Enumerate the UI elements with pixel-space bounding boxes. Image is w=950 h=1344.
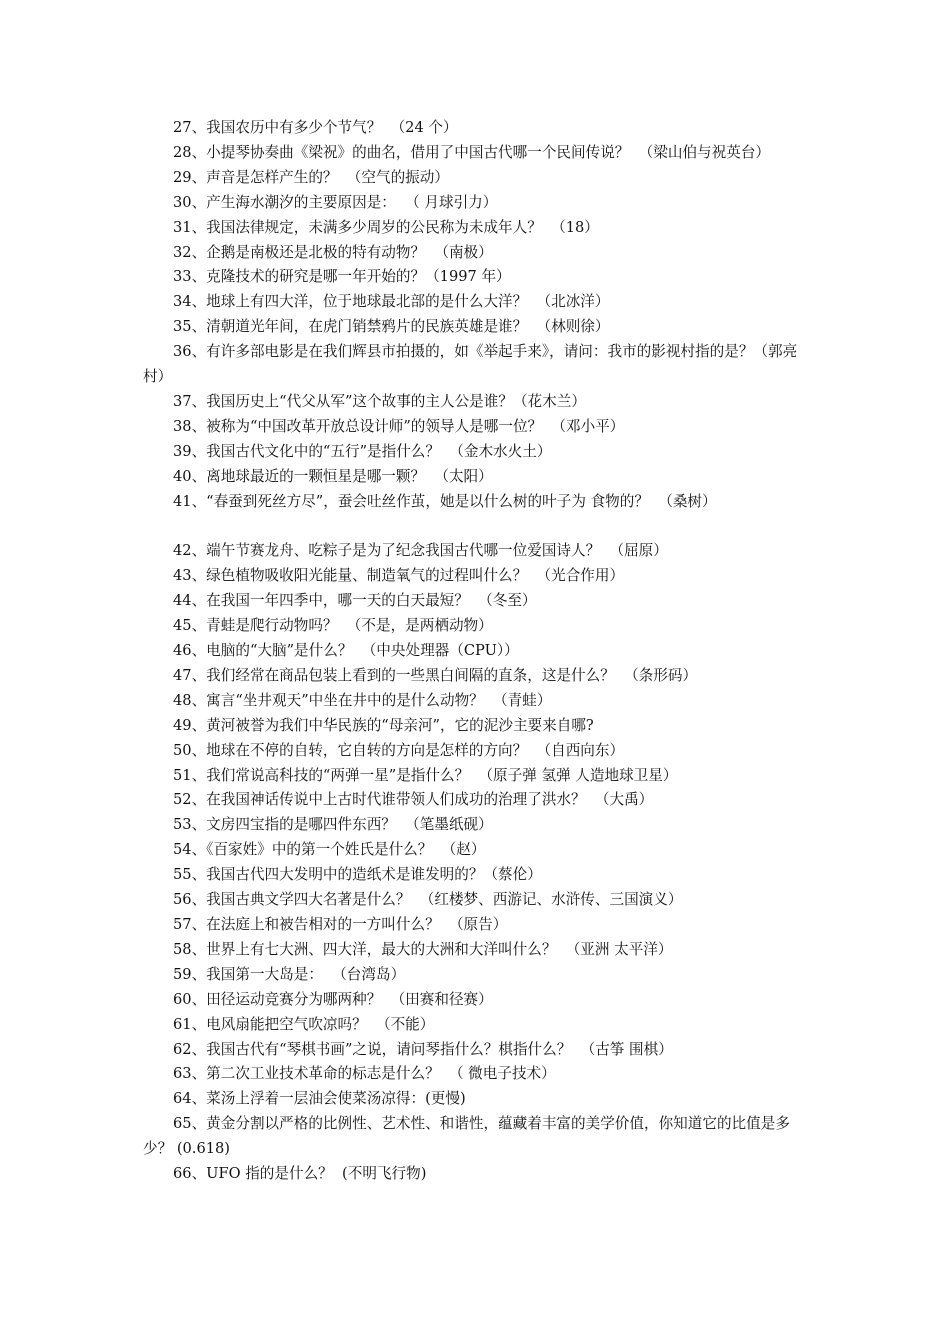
list-item: 51、我们常说高科技的“两弹一星”是指什么？ （原子弹 氢弹 人造地球卫星） [173,766,678,784]
list-item: 66、UFO 指的是什么？ (不明飞行物) [173,1165,427,1183]
list-item: 46、电脑的“大脑”是什么？ （中央处理器（CPU）） [173,642,519,660]
list-item: 57、在法庭上和被告相对的一方叫什么？ （原告） [173,915,508,933]
list-item: 43、绿色植物吸收阳光能量、制造氧气的过程叫什么？ （光合作用） [173,567,625,585]
list-item: 33、克隆技术的研究是哪一年开始的？（1997 年） [173,268,511,286]
list-item: 56、我国古典文学四大名著是什么？ （红楼梦、西游记、水浒传、三国演义） [173,891,683,909]
list-item: 48、寓言“坐井观天”中坐在井中的是什么动物？ （青蛙） [173,691,552,709]
list-item: 32、企鹅是南极还是北极的特有动物？ （南极） [173,243,493,261]
list-item: 53、文房四宝指的是哪四件东西？ （笔墨纸砚） [173,816,493,834]
list-item: 58、世界上有七大洲、四大洋，最大的大洲和大洋叫什么？ （亚洲 太平洋） [173,940,673,958]
list-item: 30、产生海水潮汐的主要原因是： （ 月球引力） [173,193,498,211]
list-item: 62、我国古代有“琴棋书画”之说，请问琴指什么？棋指什么？ （古筝 围棋） [173,1040,673,1058]
list-item: 60、田径运动竞赛分为哪两种？ （田赛和径赛） [173,990,493,1008]
list-item: 31、我国法律规定，未满多少周岁的公民称为未成年人？ （18） [173,218,599,236]
list-item: 39、我国古代文化中的“五行”是指什么？ （金木水火土） [173,442,552,460]
list-item: 64、菜汤上浮着一层油会使菜汤凉得：(更慢) [173,1090,466,1108]
list-item: 41、“春蚕到死丝方尽”，蚕会吐丝作茧，她是以什么树的叶子为 食物的？ （桑树） [173,492,717,510]
list-item: 61、电风扇能把空气吹凉吗？ （不能） [173,1015,435,1033]
list-item: 65、黄金分割以严格的比例性、艺术性、和谐性，蕴藏着丰富的美学价值，你知道它的比值是多少？ (0.618) [143,1115,790,1158]
list-item: 34、地球上有四大洋，位于地球最北部的是什么大洋？ （北冰洋） [173,293,610,311]
list-item: 42、端午节赛龙舟、吃粽子是为了纪念我国古代哪一位爱国诗人？ （屈原） [173,542,668,560]
list-item: 55、我国古代四大发明中的造纸术是谁发明的？（蔡伦） [173,866,542,884]
list-item: 49、黄河被誉为我们中华民族的“母亲河”，它的泥沙主要来自哪? [173,716,594,734]
list-item: 28、小提琴协奏曲《梁祝》的曲名，借用了中国古代哪一个民间传说？ （梁山伯与祝英台） [173,143,771,161]
document-body [143,116,815,1187]
list-item: 29、声音是怎样产生的？ （空气的振动） [173,168,449,186]
blank-line [143,515,815,540]
list-item: 37、我国历史上“代父从军”这个故事的主人公是谁？（花木兰） [173,392,586,410]
list-item: 27、我国农历中有多少个节气？ （24 个） [173,119,458,136]
list-item: 54、《百家姓》中的第一个姓氏是什么？ （赵） [173,841,486,859]
list-item: 35、清朝道光年间，在虎门销禁鸦片的民族英雄是谁？ （林则徐） [173,318,610,336]
list-item: 52、在我国神话传说中上古时代谁带领人们成功的治理了洪水？ （大禹） [173,791,654,809]
list-item: 36、有许多部电影是在我们辉县市拍摄的，如《举起手来》，请问：我市的影视村指的是？（郭亮村） [143,343,798,386]
list-item: 47、我们经常在商品包装上看到的一些黑白间隔的直条，这是什么？ （条形码） [173,666,698,684]
list-item: 40、离地球最近的一颗恒星是哪一颗？ （太阳） [173,467,493,485]
list-item: 44、在我国一年四季中，哪一天的白天最短？ （冬至） [173,592,537,610]
list-item: 45、青蛙是爬行动物吗？ （不是，是两栖动物） [173,617,493,635]
list-item: 59、我国第一大岛是： （台湾岛） [173,965,406,983]
list-item: 63、第二次工业技术革命的标志是什么？ （ 微电子技术） [173,1065,556,1083]
list-item: 50、地球在不停的自转，它自转的方向是怎样的方向？ （自西向东） [173,741,625,759]
list-item: 38、被称为“中国改革开放总设计师”的领导人是哪一位？ （邓小平） [173,417,625,435]
